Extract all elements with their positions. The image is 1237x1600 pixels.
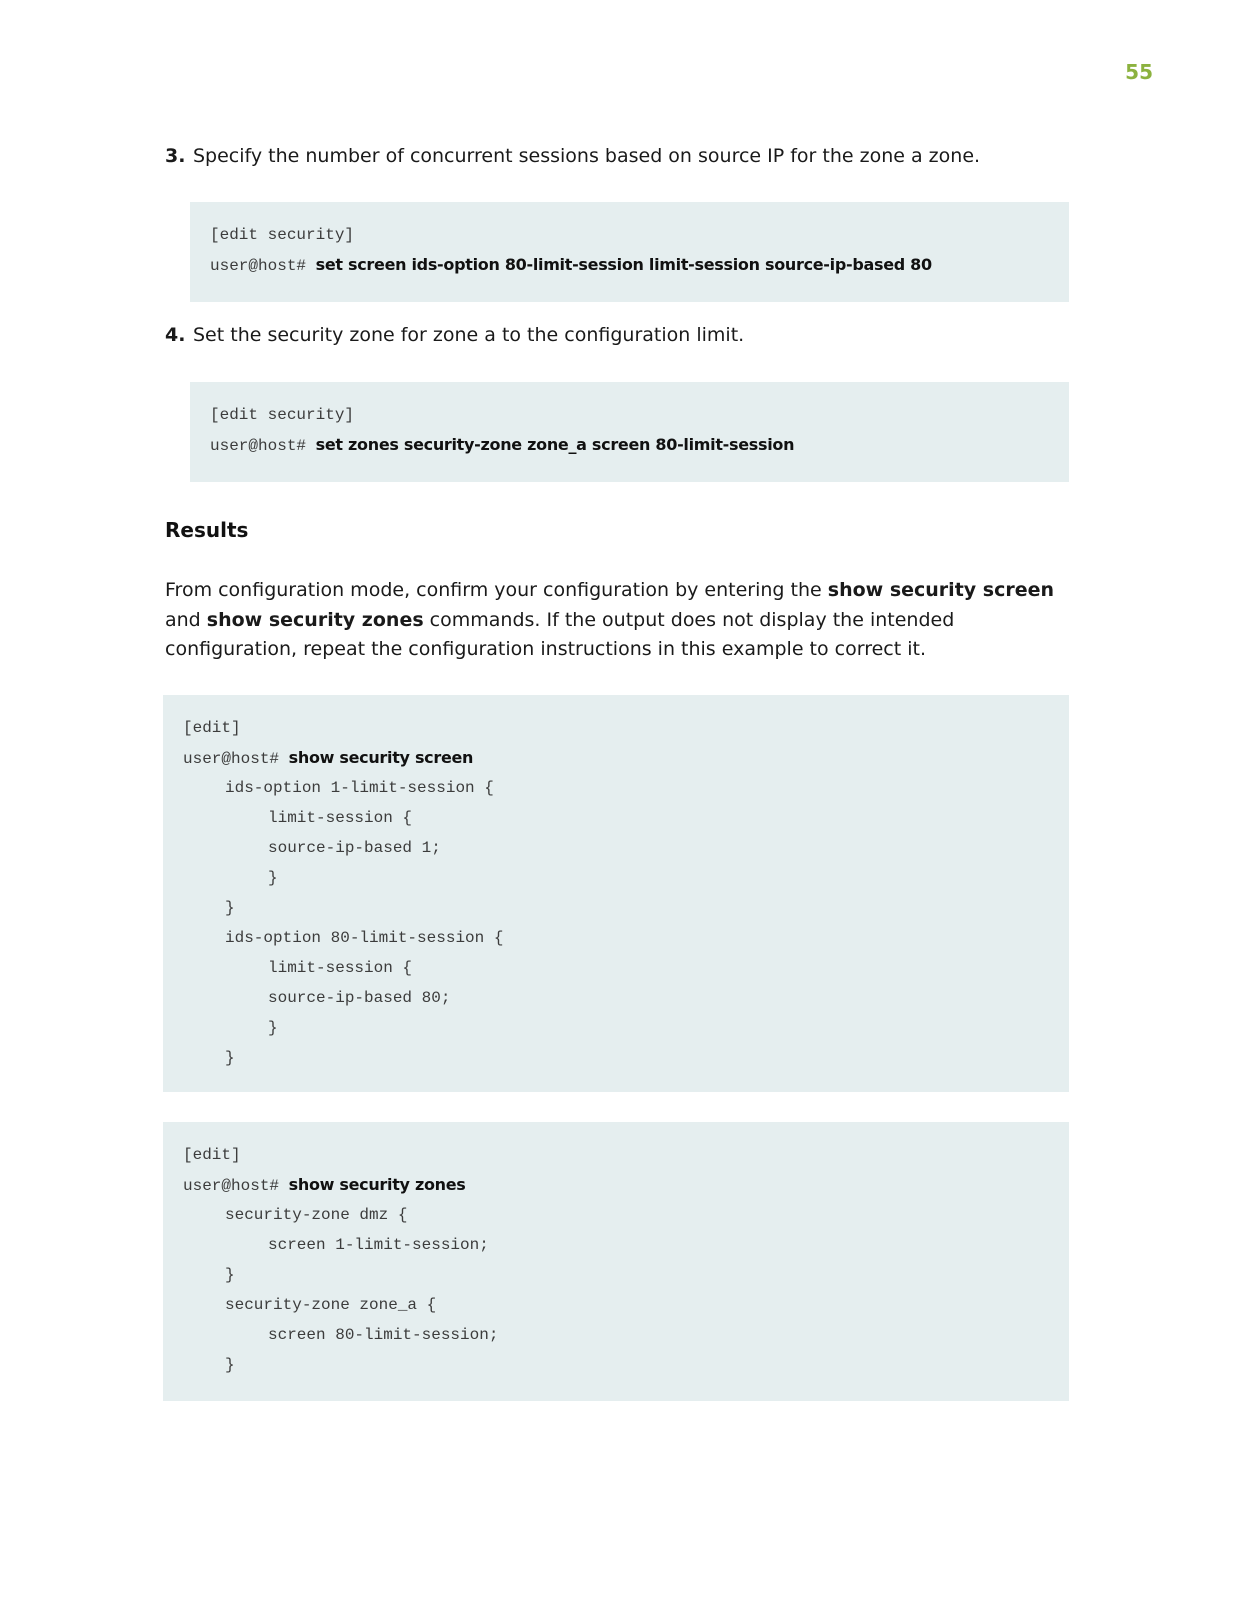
code-output-line: security-zone zone_a { <box>225 1296 437 1314</box>
code-output-line: screen 1-limit-session; <box>268 1236 489 1254</box>
code-block-screen-output <box>163 695 1069 1092</box>
code-output-line: } <box>225 1356 235 1374</box>
code-output-line: ids-option 80-limit-session { <box>225 929 504 947</box>
code-command: set zones security-zone zone_a screen 80-limit-session <box>315 435 795 454</box>
code-prompt: user@host# <box>210 257 307 275</box>
results-text-2: and <box>165 608 207 631</box>
step-text: Specify the number of concurrent sessions based on source IP for the zone a zone. <box>193 145 981 167</box>
code-output-line: } <box>225 899 235 917</box>
code-prompt: user@host# <box>183 750 280 768</box>
code-context: [edit security] <box>210 226 355 244</box>
results-paragraph <box>165 576 1065 665</box>
code-command-line <box>183 1170 1069 1200</box>
code-output-line: screen 80-limit-session; <box>268 1326 499 1344</box>
code-output-line: } <box>268 1019 278 1037</box>
code-output-line: } <box>225 1266 235 1284</box>
code-output-line: } <box>268 869 278 887</box>
code-command: show security zones <box>288 1175 466 1194</box>
page-number: 55 <box>1125 60 1153 84</box>
results-heading: Results <box>165 518 249 542</box>
code-output-line: security-zone dmz { <box>225 1206 408 1224</box>
step-4 <box>165 322 1070 348</box>
code-output-line: source-ip-based 1; <box>268 839 441 857</box>
code-command-line <box>210 250 1069 280</box>
step-number: 4. <box>165 324 186 346</box>
code-command: set screen ids-option 80-limit-session limit-session source-ip-based 80 <box>315 255 932 274</box>
code-block-step-4 <box>190 382 1069 482</box>
code-context: [edit security] <box>210 406 355 424</box>
code-output-line: limit-session { <box>268 959 413 977</box>
code-context: [edit] <box>183 1146 241 1164</box>
step-3 <box>165 143 1070 169</box>
code-output-line: } <box>225 1049 235 1067</box>
results-text-1: From configuration mode, confirm your configuration by entering the <box>165 579 828 601</box>
step-text: Set the security zone for zone a to the configuration limit. <box>193 324 745 346</box>
results-cmd-1: show security screen <box>827 579 1055 601</box>
code-block-zones-output <box>163 1122 1069 1401</box>
results-text-3: commands. If the output does not display the intended configuration, repeat the configuration instructions in this example to correct it. <box>165 608 955 660</box>
code-command-line <box>210 430 1069 460</box>
code-command-line <box>183 743 1069 773</box>
code-output-line: limit-session { <box>268 809 413 827</box>
code-output-line: source-ip-based 80; <box>268 989 451 1007</box>
code-context: [edit] <box>183 719 241 737</box>
code-block-step-3 <box>190 202 1069 302</box>
results-cmd-2: show security zones <box>206 608 424 631</box>
step-number: 3. <box>165 145 186 167</box>
code-output-line: ids-option 1-limit-session { <box>225 779 494 797</box>
code-prompt: user@host# <box>210 437 307 455</box>
code-command: show security screen <box>288 748 474 767</box>
code-prompt: user@host# <box>183 1177 280 1195</box>
